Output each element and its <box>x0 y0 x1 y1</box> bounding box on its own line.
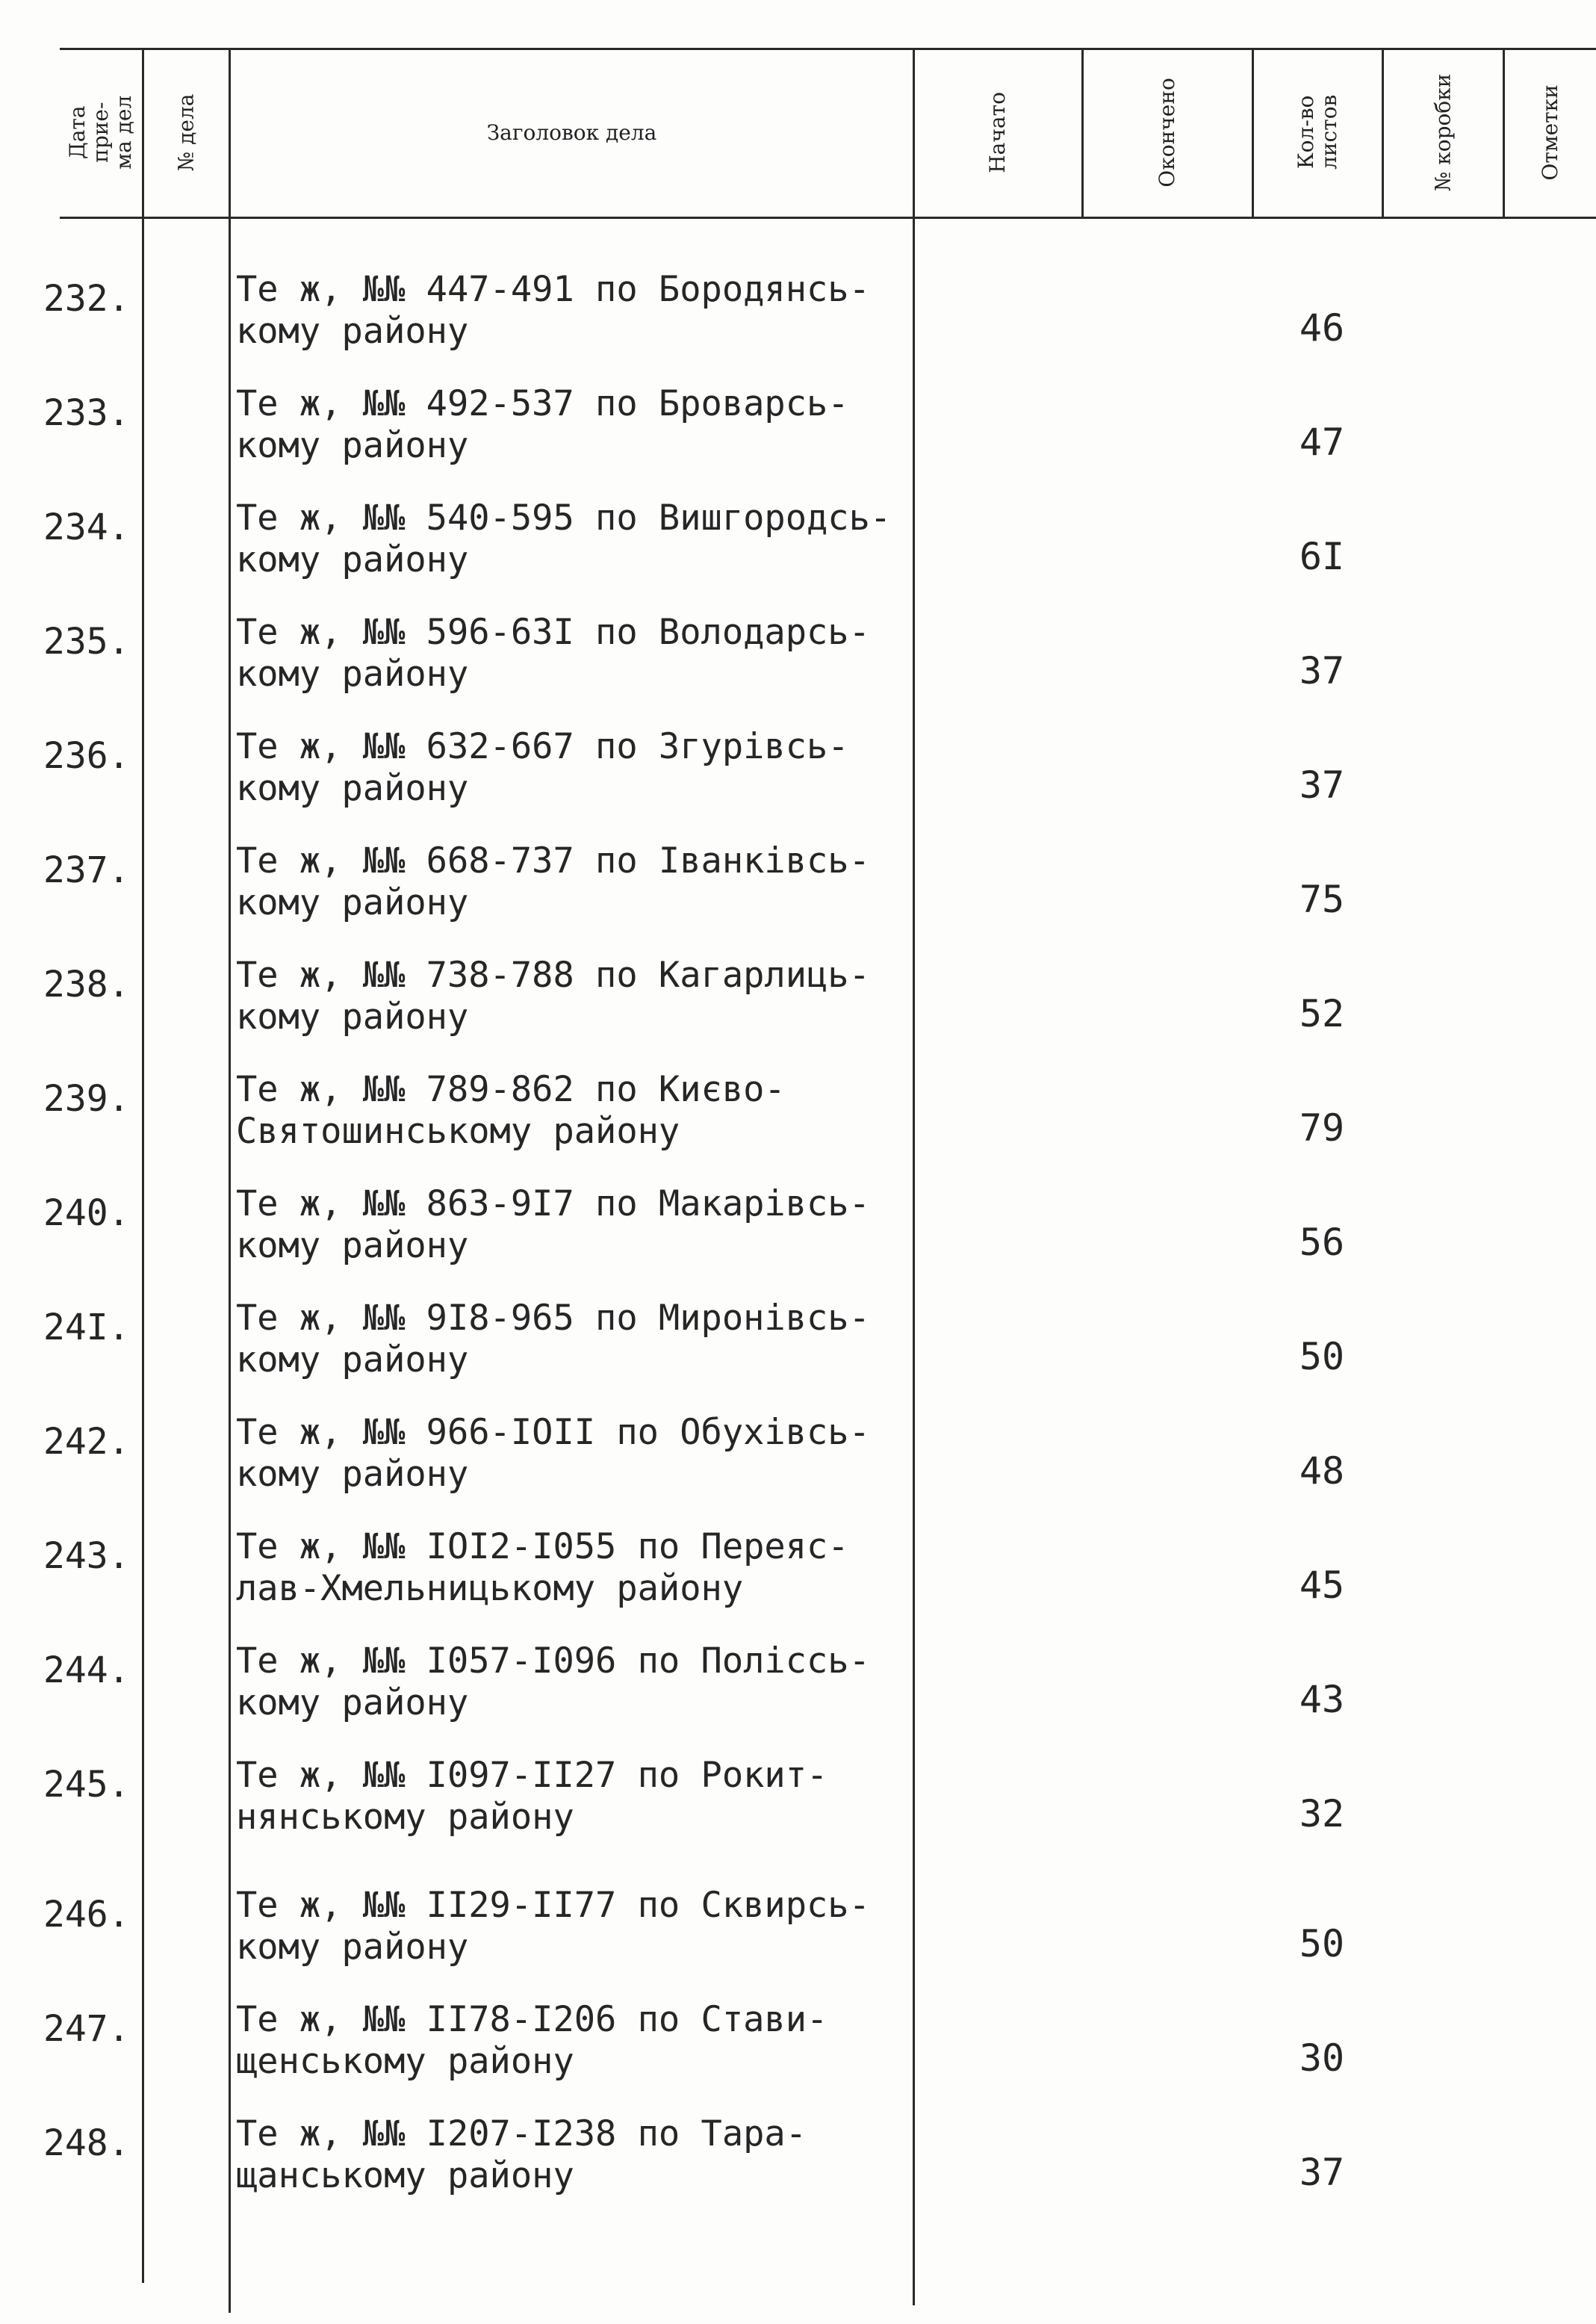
row-number: 244. <box>43 1649 130 1691</box>
row-number: 236. <box>43 735 130 777</box>
table-row <box>0 1292 1596 1404</box>
table-row <box>0 263 1596 375</box>
case-title-line: лав-Хмельницькому району <box>236 1568 744 1609</box>
sheet-count: 32 <box>1299 1792 1345 1835</box>
case-title-line: Те ж, №№ 668-737 по Іванківсь- <box>236 840 870 881</box>
table-row <box>0 1634 1596 1747</box>
header-date-label: Дата прие- ма дел <box>64 95 136 170</box>
case-title <box>236 1298 938 1381</box>
header-end-label: Окончено <box>1155 77 1180 188</box>
case-title-line: Те ж, №№ 596-63I по Володарсь- <box>236 612 870 653</box>
case-title <box>236 498 938 581</box>
case-title-line: Те ж, №№ I207-I238 по Тара- <box>236 2113 807 2154</box>
sheet-count: 48 <box>1299 1449 1345 1493</box>
case-title-line: Те ж, №№ 9I8-965 по Миронівсь- <box>236 1298 870 1339</box>
sheet-count: 50 <box>1299 1335 1345 1378</box>
case-title <box>236 612 938 695</box>
case-title-line: Те ж, №№ 492-537 по Броварсь- <box>236 383 849 424</box>
table-row <box>0 1749 1596 1861</box>
case-title <box>236 2113 938 2197</box>
header-box-number-label: № коробки <box>1430 73 1456 191</box>
case-title-line: кому району <box>236 311 469 352</box>
case-title-line: кому району <box>236 882 469 923</box>
header-start-label: Начато <box>985 91 1010 173</box>
sheet-count: 6I <box>1299 535 1345 578</box>
header-sheet-count-label: Кол-во листов <box>1293 94 1341 170</box>
row-number: 243. <box>43 1535 130 1577</box>
case-title-line: Святошинському району <box>236 1111 680 1152</box>
header-start <box>915 54 1081 211</box>
header-top-rule <box>60 48 1596 50</box>
table-row <box>0 492 1596 604</box>
row-number: 242. <box>43 1421 130 1463</box>
sheet-count: 75 <box>1299 878 1345 921</box>
case-title-line: кому району <box>236 425 469 466</box>
case-title <box>236 1885 938 1968</box>
case-title <box>236 726 938 810</box>
table-row <box>0 834 1596 946</box>
case-title <box>236 383 938 467</box>
sheet-count: 56 <box>1299 1221 1345 1264</box>
table-row <box>0 1520 1596 1632</box>
header-case-title-label: Заголовок дела <box>486 120 657 145</box>
row-number: 234. <box>43 506 130 548</box>
header-box-number <box>1384 54 1503 211</box>
sheet-count: 30 <box>1299 2036 1345 2080</box>
case-title-line: Те ж, №№ 863-9I7 по Макарівсь- <box>236 1183 870 1224</box>
header-sheet-count <box>1254 54 1382 211</box>
case-title-line: Те ж, №№ II78-I206 по Стави- <box>236 1999 828 2040</box>
case-title <box>236 1526 938 1610</box>
table-row <box>0 2107 1596 2219</box>
header-bottom-rule <box>60 217 1596 219</box>
header-case-title <box>231 54 913 211</box>
case-title-line: Те ж, №№ I097-II27 по Рокит- <box>236 1755 828 1796</box>
case-title <box>236 1640 938 1724</box>
sheet-count: 52 <box>1299 992 1345 1035</box>
case-title-line: Те ж, №№ 738-788 по Кагарлиць- <box>236 955 870 996</box>
row-number: 247. <box>43 2008 130 2050</box>
row-number: 245. <box>43 1764 130 1806</box>
case-title-line: Те ж, №№ IOI2-I055 по Переяс- <box>236 1526 849 1567</box>
case-title-line: щенському району <box>236 2041 574 2082</box>
table-row <box>0 1063 1596 1175</box>
table-row <box>0 1177 1596 1289</box>
row-number: 239. <box>43 1078 130 1120</box>
case-title-line: Те ж, №№ II29-II77 по Сквирсь- <box>236 1885 870 1926</box>
case-title-line: Те ж, №№ 540-595 по Вишгородсь- <box>236 498 892 539</box>
table-row <box>0 377 1596 489</box>
table-row <box>0 1879 1596 1991</box>
header-date-received <box>60 54 142 211</box>
sheet-count: 37 <box>1299 649 1345 692</box>
case-title-line: щанському району <box>236 2155 574 2196</box>
case-title-line: Те ж, №№ 966-IOII по Обухівсь- <box>236 1412 870 1453</box>
case-title <box>236 840 938 924</box>
table-row <box>0 1993 1596 2105</box>
case-title <box>236 1412 938 1496</box>
row-number: 246. <box>43 1894 130 1936</box>
case-title-line: кому району <box>236 539 469 580</box>
table-row <box>0 949 1596 1061</box>
sheet-count: 79 <box>1299 1106 1345 1150</box>
header-notes-label: Отметки <box>1537 84 1562 181</box>
row-number: 235. <box>43 621 130 663</box>
sheet-count: 45 <box>1299 1564 1345 1607</box>
row-number: 233. <box>43 392 130 434</box>
case-title <box>236 1755 938 1838</box>
case-title <box>236 269 938 353</box>
header-notes <box>1505 54 1596 211</box>
case-title-line: кому району <box>236 1339 469 1381</box>
header-case-number-label: № дела <box>173 93 199 171</box>
row-number: 248. <box>43 2122 130 2164</box>
case-title-line: кому району <box>236 768 469 809</box>
table-row <box>0 1406 1596 1518</box>
sheet-count: 37 <box>1299 763 1345 807</box>
case-title <box>236 1999 938 2083</box>
case-title <box>236 955 938 1038</box>
row-number: 232. <box>43 278 130 320</box>
sheet-count: 37 <box>1299 2151 1345 2194</box>
header-end <box>1084 54 1252 211</box>
header-case-number <box>144 54 229 211</box>
row-number: 240. <box>43 1192 130 1234</box>
case-title <box>236 1183 938 1267</box>
row-number: 24I. <box>43 1307 130 1348</box>
case-title-line: кому району <box>236 1454 469 1495</box>
row-number: 237. <box>43 849 130 891</box>
case-title-line: кому району <box>236 1682 469 1723</box>
table-row <box>0 606 1596 718</box>
case-title-line: кому району <box>236 1225 469 1266</box>
case-title-line: кому району <box>236 1927 469 1968</box>
case-title-line: кому району <box>236 654 469 695</box>
case-title-line: нянському району <box>236 1797 574 1838</box>
table-row <box>0 720 1596 832</box>
sheet-count: 43 <box>1299 1678 1345 1721</box>
case-title-line: Те ж, №№ I057-I096 по Поліссь- <box>236 1640 870 1682</box>
case-title-line: Те ж, №№ 789-862 по Києво- <box>236 1069 786 1110</box>
case-title-line: кому району <box>236 997 469 1038</box>
sheet-count: 50 <box>1299 1922 1345 1965</box>
case-title <box>236 1069 938 1153</box>
sheet-count: 47 <box>1299 421 1345 464</box>
case-title-line: Те ж, №№ 447-491 по Бородянсь- <box>236 269 870 310</box>
case-title-line: Те ж, №№ 632-667 по Згурівсь- <box>236 726 849 767</box>
row-number: 238. <box>43 964 130 1005</box>
sheet-count: 46 <box>1299 306 1345 350</box>
